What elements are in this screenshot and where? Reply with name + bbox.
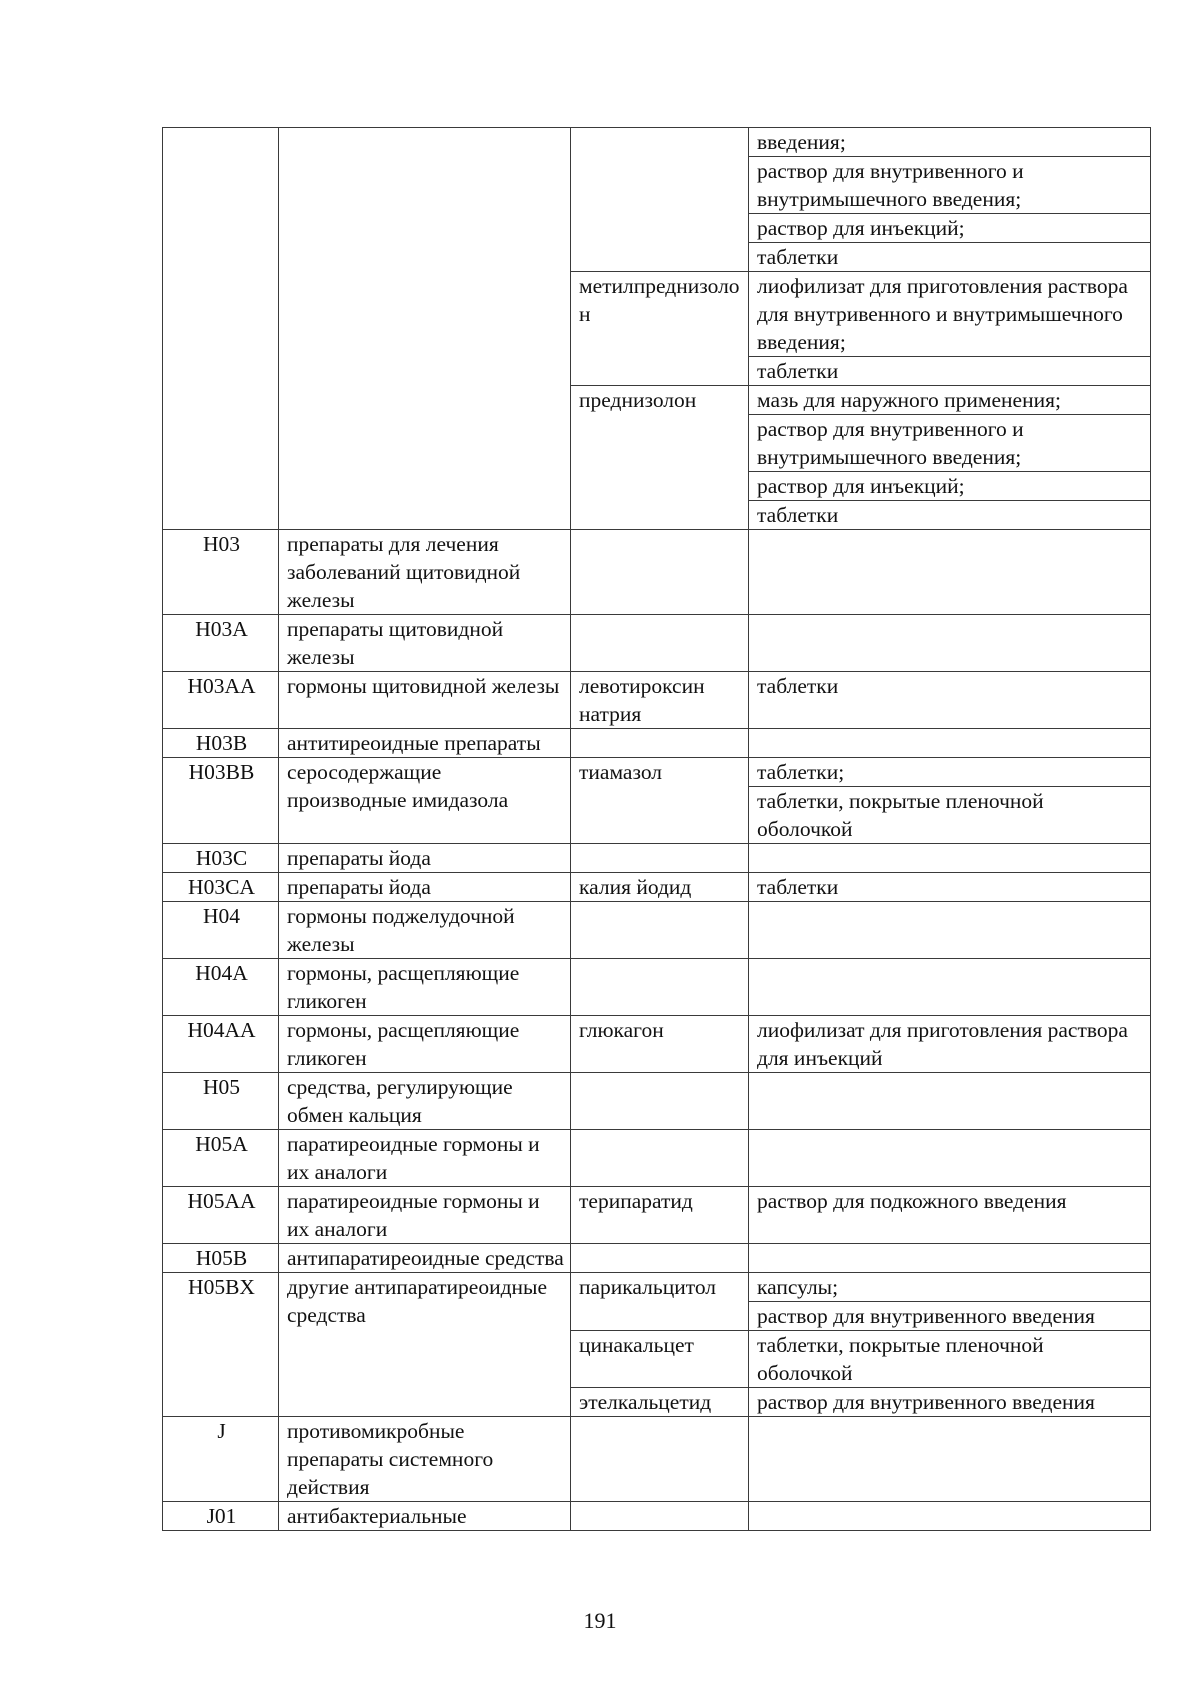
drug-name-cell: тиамазол [571,758,749,844]
dosage-form-cell: раствор для внутривенного и внутримышечного введения; [749,415,1151,472]
dosage-form-cell [749,1073,1151,1130]
dosage-form-cell [749,844,1151,873]
drug-name-cell: терипаратид [571,1187,749,1244]
drug-name-cell: левотироксин натрия [571,672,749,729]
dosage-form-cell: таблетки [749,873,1151,902]
dosage-form-cell: раствор для внутривенного и внутримышечного введения; [749,157,1151,214]
table-row [163,1502,1151,1531]
atc-code-cell: H05AA [163,1187,279,1244]
atc-code-cell: H03BB [163,758,279,844]
drug-name-cell: метилпреднизолон [571,272,749,386]
group-name-cell: серосодержащие производные имидазола [279,758,571,844]
drug-name-cell: преднизолон [571,386,749,530]
table-row [163,530,1151,615]
dosage-form-cell: таблетки [749,357,1151,386]
dosage-form-cell [749,1417,1151,1502]
dosage-form-cell [749,1244,1151,1273]
table-row [163,615,1151,672]
table-row [163,873,1151,902]
table-row [163,1016,1151,1073]
dosage-form-cell: раствор для инъекций; [749,472,1151,501]
table-row [163,1273,1151,1302]
atc-code-cell: J [163,1417,279,1502]
dosage-form-cell [749,1502,1151,1531]
dosage-form-cell: раствор для внутривенного введения [749,1388,1151,1417]
atc-code-cell: H03CA [163,873,279,902]
table-row [163,1244,1151,1273]
group-name-cell: гормоны, расщепляющие гликоген [279,1016,571,1073]
dosage-form-cell: таблетки [749,672,1151,729]
dosage-form-cell: лиофилизат для приготовления раствора для инъекций [749,1016,1151,1073]
drug-name-cell [571,844,749,873]
drug-name-cell: калия йодид [571,873,749,902]
table-row [163,729,1151,758]
atc-code-cell: H03AA [163,672,279,729]
drug-name-cell [571,729,749,758]
atc-code-cell: H04A [163,959,279,1016]
drug-name-cell [571,1244,749,1273]
group-name-cell: антибактериальные [279,1502,571,1531]
group-name-cell: препараты для лечения заболеваний щитовидной железы [279,530,571,615]
dosage-form-cell: таблетки, покрытые пленочной оболочкой [749,787,1151,844]
drug-name-cell [571,128,749,272]
atc-code-cell: H05 [163,1073,279,1130]
group-name-cell: препараты щитовидной железы [279,615,571,672]
dosage-form-cell: таблетки, покрытые пленочной оболочкой [749,1331,1151,1388]
dosage-form-cell: раствор для инъекций; [749,214,1151,243]
table-row [163,1073,1151,1130]
drug-name-cell: цинакальцет [571,1331,749,1388]
group-name-cell: средства, регулирующие обмен кальция [279,1073,571,1130]
dosage-form-cell: таблетки; [749,758,1151,787]
atc-code-cell: H05A [163,1130,279,1187]
dosage-form-cell: раствор для внутривенного введения [749,1302,1151,1331]
group-name-cell: антипаратиреоидные средства [279,1244,571,1273]
dosage-form-cell: введения; [749,128,1151,157]
group-name-cell: гормоны поджелудочной железы [279,902,571,959]
page-number: 191 [583,1608,617,1633]
group-name-cell: паратиреоидные гормоны и их аналоги [279,1187,571,1244]
drug-name-cell: этелкальцетид [571,1388,749,1417]
group-name-cell: противомикробные препараты системного действия [279,1417,571,1502]
group-name-cell [279,128,571,530]
dosage-form-cell [749,902,1151,959]
dosage-form-cell [749,530,1151,615]
atc-code-cell: H03C [163,844,279,873]
dosage-form-cell [749,729,1151,758]
atc-code-cell: J01 [163,1502,279,1531]
group-name-cell: другие антипаратиреоидные средства [279,1273,571,1417]
drug-name-cell [571,1417,749,1502]
table-row [163,1417,1151,1502]
table-row [163,758,1151,787]
group-name-cell: паратиреоидные гормоны и их аналоги [279,1130,571,1187]
table-row [163,672,1151,729]
drug-name-cell [571,1073,749,1130]
atc-code-cell [163,128,279,530]
group-name-cell: препараты йода [279,873,571,902]
dosage-form-cell [749,615,1151,672]
group-name-cell: препараты йода [279,844,571,873]
atc-code-cell: H04AA [163,1016,279,1073]
drug-name-cell [571,959,749,1016]
dosage-form-cell: раствор для подкожного введения [749,1187,1151,1244]
drug-name-cell: глюкагон [571,1016,749,1073]
atc-code-cell: H03 [163,530,279,615]
table-row [163,128,1151,157]
dosage-form-cell [749,1130,1151,1187]
dosage-form-cell: мазь для наружного применения; [749,386,1151,415]
group-name-cell: гормоны, расщепляющие гликоген [279,959,571,1016]
group-name-cell: антитиреоидные препараты [279,729,571,758]
atc-code-cell: H05BX [163,1273,279,1417]
drug-name-cell [571,1130,749,1187]
dosage-form-cell: таблетки [749,501,1151,530]
dosage-form-cell: лиофилизат для приготовления раствора для внутривенного и внутримышечного введения; [749,272,1151,357]
drug-name-cell [571,615,749,672]
drug-name-cell [571,1502,749,1531]
table-row [163,1130,1151,1187]
drug-name-cell [571,530,749,615]
table-row [163,959,1151,1016]
atc-code-cell: H03B [163,729,279,758]
atc-code-cell: H04 [163,902,279,959]
atc-code-cell: H03A [163,615,279,672]
dosage-form-cell: капсулы; [749,1273,1151,1302]
dosage-form-cell: таблетки [749,243,1151,272]
dosage-form-cell [749,959,1151,1016]
group-name-cell: гормоны щитовидной железы [279,672,571,729]
table-row [163,1187,1151,1244]
drug-name-cell [571,902,749,959]
table-row [163,844,1151,873]
atc-code-cell: H05B [163,1244,279,1273]
medicines-table [162,127,1151,1531]
table-row [163,902,1151,959]
drug-name-cell: парикальцитол [571,1273,749,1331]
